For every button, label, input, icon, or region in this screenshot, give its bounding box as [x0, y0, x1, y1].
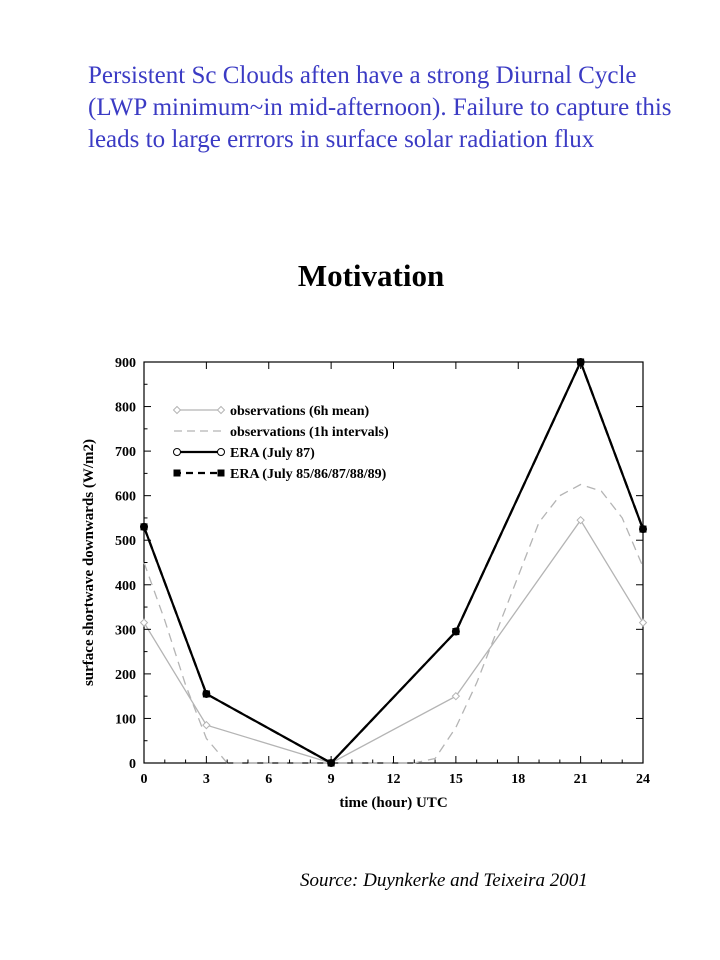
- x-tick-label: 3: [202, 772, 210, 787]
- y-tick-label: 100: [115, 712, 136, 728]
- legend-label: ERA (July 87): [230, 446, 315, 461]
- y-tick-label: 600: [115, 489, 136, 505]
- data-point: [203, 722, 210, 729]
- y-tick-label: 800: [115, 400, 136, 416]
- data-point: [640, 526, 647, 533]
- data-point: [640, 619, 647, 626]
- y-tick-label: 0: [129, 757, 136, 772]
- x-tick-label: 21: [573, 772, 588, 787]
- plot-frame: [144, 362, 643, 763]
- series-1: [141, 517, 647, 767]
- x-tick-label: 9: [327, 772, 335, 787]
- series-2: [144, 485, 643, 764]
- x-tick-label: 0: [140, 772, 148, 787]
- intro-text: Persistent Sc Clouds aften have a strong Diurnal Cycle (LWP minimum~in mid-afternoon). Failure to capture this leads to large errrors in surface solar radiation flux: [88, 62, 672, 153]
- legend-marker: [218, 449, 225, 456]
- y-tick-label: 300: [115, 623, 136, 639]
- data-point: [203, 690, 210, 697]
- x-tick-label: 18: [511, 772, 526, 787]
- data-point: [141, 619, 148, 626]
- y-axis-label: surface shortwave downwards (W/m2): [81, 438, 97, 687]
- series-3: [141, 359, 647, 767]
- y-tick-label: 700: [115, 445, 136, 461]
- legend-label: ERA (July 85/86/87/88/89): [230, 467, 387, 482]
- legend-marker: [174, 407, 181, 414]
- x-tick-label: 15: [448, 772, 463, 787]
- series-4: [141, 359, 647, 767]
- x-tick-label: 24: [636, 772, 650, 787]
- series-layer: [141, 359, 647, 767]
- legend-marker: [218, 407, 225, 414]
- series-line: [144, 485, 643, 764]
- series-line: [144, 362, 643, 763]
- y-tick-label: 400: [115, 578, 136, 594]
- legend-marker: [218, 470, 225, 477]
- series-line: [144, 362, 643, 763]
- chart-legend: [174, 404, 390, 482]
- legend-label: observations (1h intervals): [230, 425, 389, 440]
- legend-marker: [174, 449, 181, 456]
- plot-area: [144, 362, 643, 763]
- x-tick-label: 12: [386, 772, 401, 787]
- data-point: [452, 628, 459, 635]
- x-tick-label: 6: [265, 772, 273, 787]
- y-tick-label: 200: [115, 667, 136, 683]
- data-point: [141, 523, 148, 530]
- legend-marker: [174, 470, 181, 477]
- series-line: [144, 520, 643, 763]
- x-axis-label: time (hour) UTC: [339, 795, 448, 811]
- source-citation: Source: Duynkerke and Teixeira 2001: [300, 870, 588, 891]
- legend-label: observations (6h mean): [230, 404, 370, 419]
- page-heading: Motivation: [297, 258, 445, 293]
- y-tick-label: 500: [115, 534, 136, 550]
- y-tick-label: 900: [115, 356, 136, 371]
